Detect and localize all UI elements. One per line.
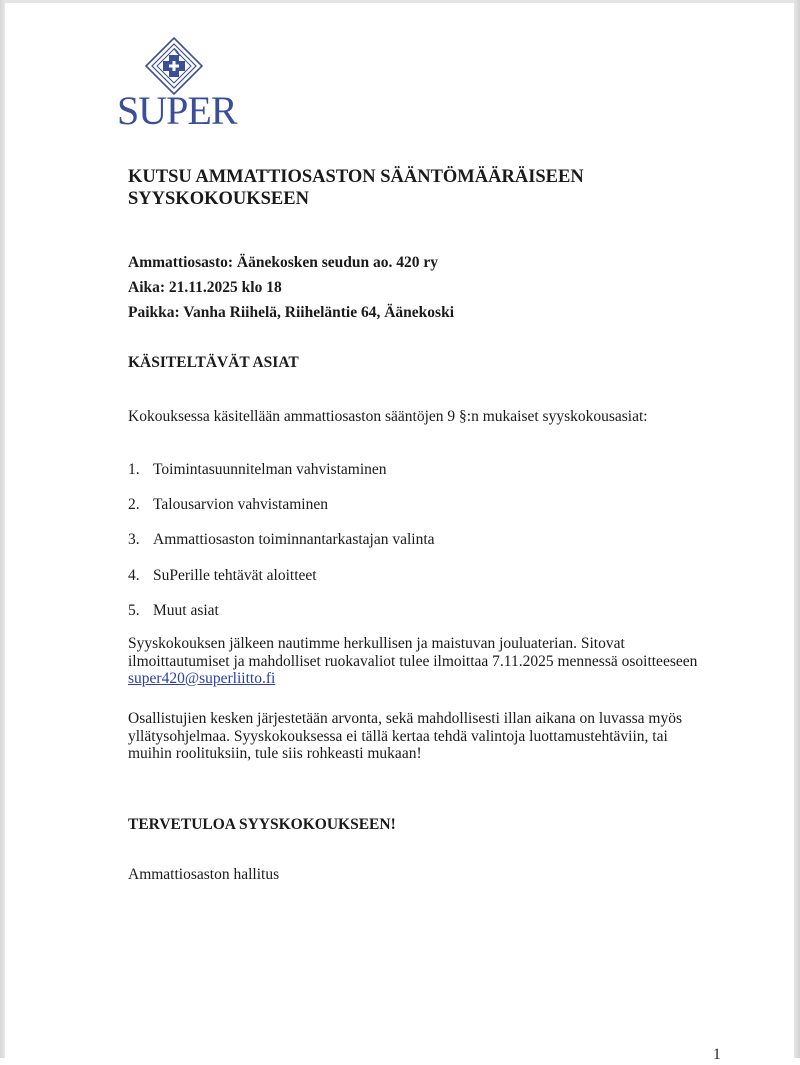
- program-line-2: yllätysohjelmaa. Syyskokouksessa ei tällä kertaa tehdä valintoja luottamustehtäviin, tai: [128, 727, 668, 745]
- signature: Ammattiosaston hallitus: [128, 866, 280, 883]
- welcome-heading: TERVETULOA SYYSKOKOUKSEEN!: [128, 816, 396, 833]
- agenda-item: [128, 495, 328, 515]
- diamond-cross-emblem-icon: [145, 37, 203, 95]
- section-heading: KÄSITELTÄVÄT ASIAT: [128, 354, 299, 371]
- intro-text: Kokouksessa käsitellään ammattiosaston sääntöjen 9 §:n mukaiset syyskokousasiat:: [128, 408, 648, 425]
- agenda-text: Talousarvion vahvistaminen: [153, 496, 328, 513]
- agenda-text: SuPerille tehtävät aloitteet: [153, 567, 317, 584]
- agenda-item: [128, 530, 435, 550]
- agenda-text: Toimintasuunnitelman vahvistaminen: [153, 461, 387, 478]
- agenda-text: Muut asiat: [153, 602, 219, 619]
- agenda-item: [128, 566, 317, 586]
- dinner-line-2: ilmoittautumiset ja mahdolliset ruokavaliot tulee ilmoittaa 7.11.2025 mennessä osoitteeseen: [128, 652, 698, 670]
- logo-wordmark: [117, 88, 237, 133]
- agenda-number: 3.: [128, 531, 140, 548]
- meta-aika: Aika: 21.11.2025 klo 18: [128, 279, 282, 296]
- document-page: [5, 3, 794, 1063]
- agenda-number: 5.: [128, 602, 140, 619]
- logo-text-su: SU: [117, 88, 167, 133]
- agenda-number: 2.: [128, 496, 140, 513]
- meta-ammattiosasto: Ammattiosasto: Äänekosken seudun ao. 420 ry: [128, 254, 439, 271]
- agenda-number: 4.: [128, 567, 140, 584]
- program-line-1: Osallistujien kesken järjestetään arvonta, sekä mahdollisesti illan aikana on luvassa myös: [128, 710, 682, 727]
- title-line-1: KUTSU AMMATTIOSASTON SÄÄNTÖMÄÄRÄISEEN: [128, 167, 584, 187]
- agenda-number: 1.: [128, 461, 140, 478]
- logo-text-p: P: [166, 88, 188, 133]
- dinner-paragraph: [128, 635, 728, 688]
- agenda-text: Ammattiosaston toiminnantarkastajan valinta: [153, 531, 435, 548]
- agenda-item: [128, 460, 387, 480]
- meta-paikka: Paikka: Vanha Riihelä, Riiheläntie 64, Äänekoski: [128, 304, 454, 321]
- super-logo: [117, 37, 237, 133]
- page-right-edge: [794, 0, 800, 1058]
- document-title: [128, 166, 728, 210]
- email-link[interactable]: super420@superliitto.fi: [128, 670, 276, 687]
- program-line-3: muihin roolituksiin, tule siis rohkeasti mukaan!: [128, 745, 422, 762]
- title-line-2: SYYSKOKOUKSEEN: [128, 189, 309, 209]
- logo-text-er: ER: [187, 88, 237, 133]
- page-number: 1: [713, 1046, 721, 1063]
- dinner-line-1: Syyskokouksen jälkeen nautimme herkullisen ja maistuvan jouluaterian. Sitovat: [128, 635, 625, 652]
- agenda-item: [128, 601, 219, 621]
- program-paragraph: [128, 710, 728, 763]
